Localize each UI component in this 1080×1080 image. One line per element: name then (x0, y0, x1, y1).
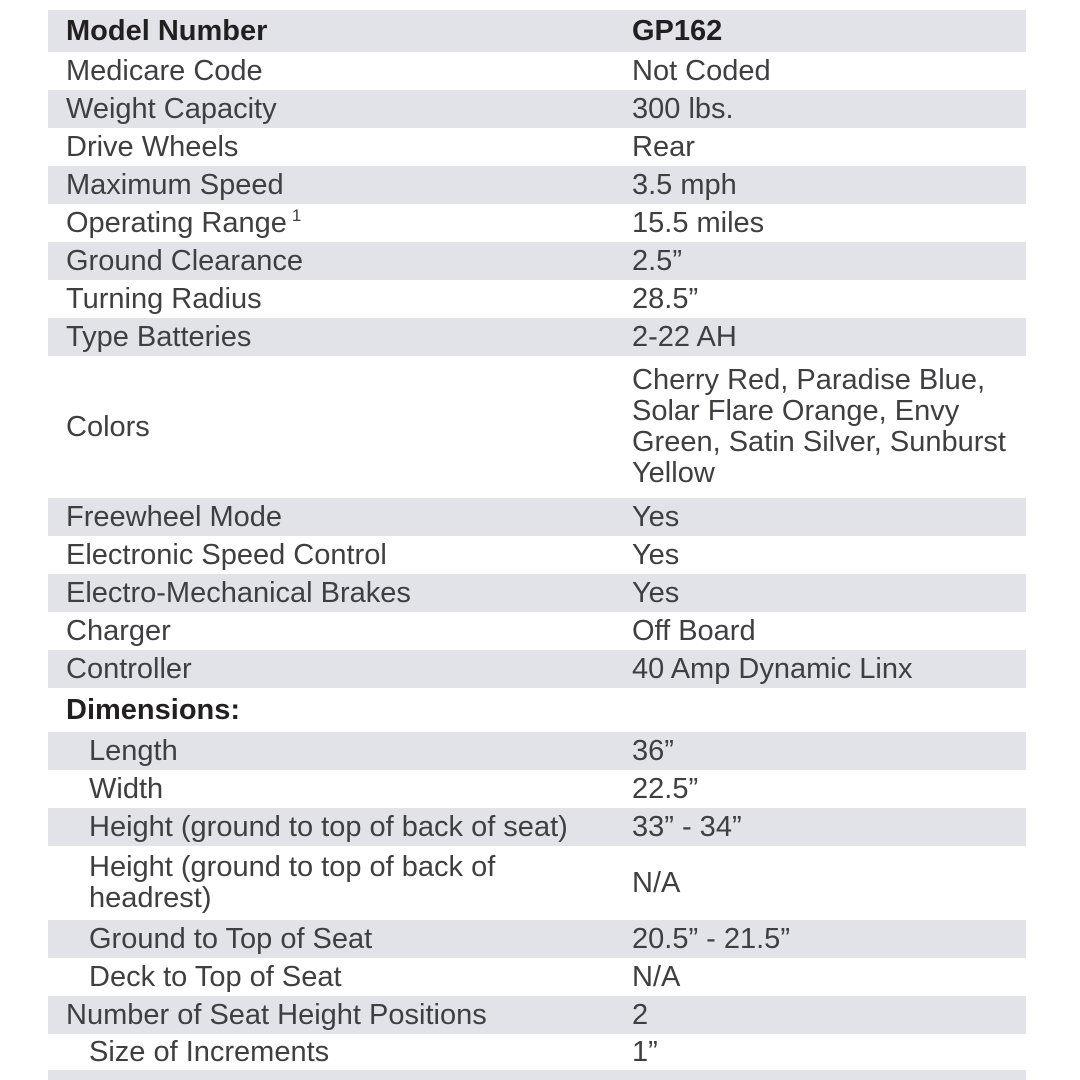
row-value: 36” (632, 734, 674, 767)
row-label: Medicare Code (66, 54, 263, 87)
row-value: Off Board (632, 614, 756, 647)
table-row-electro-mechanical-brakes (48, 574, 1026, 612)
table-row-partial-bottom (48, 1070, 1026, 1080)
table-row-length (48, 732, 1026, 770)
table-row-size-of-increments (48, 1034, 1026, 1070)
row-label: Ground to Top of Seat (89, 922, 373, 955)
table-row-freewheel-mode (48, 498, 1026, 536)
row-value: 300 lbs. (632, 92, 734, 125)
row-value: 2-22 AH (632, 320, 737, 353)
row-value: Rear (632, 130, 695, 163)
table-row-type-batteries (48, 318, 1026, 356)
row-value: 3.5 mph (632, 168, 737, 201)
row-label: Controller (66, 652, 192, 685)
row-value: 15.5 miles (632, 206, 765, 239)
row-value: 2.5” (632, 244, 682, 277)
table-row-model-number (48, 10, 1026, 52)
table-row-operating-range (48, 204, 1026, 242)
row-label: Length (89, 734, 178, 767)
row-label: Deck to Top of Seat (89, 960, 342, 993)
table-row-deck-to-top-of-seat (48, 958, 1026, 996)
row-label: Ground Clearance (66, 244, 303, 277)
table-row-maximum-speed (48, 166, 1026, 204)
row-label (48, 205, 632, 239)
row-label: Charger (66, 614, 171, 647)
row-label-text: Operating Range (66, 206, 287, 239)
row-label: Type Batteries (66, 320, 252, 353)
table-row-weight-capacity (48, 90, 1026, 128)
table-row-ground-clearance (48, 242, 1026, 280)
row-value: 28.5” (632, 282, 699, 315)
row-label: Number of Seat Height Positions (66, 998, 487, 1031)
row-value: Not Coded (632, 54, 771, 87)
row-value: 2 (632, 998, 649, 1031)
row-value: 33” - 34” (632, 810, 742, 843)
row-value: N/A (632, 866, 681, 899)
spec-table (48, 10, 1026, 1080)
table-row-turning-radius (48, 280, 1026, 318)
row-value: Yes (632, 500, 680, 533)
row-label: Colors (66, 410, 150, 443)
row-value: 20.5” - 21.5” (632, 922, 790, 955)
row-label: Electronic Speed Control (66, 538, 387, 571)
table-row-colors (48, 356, 1026, 498)
table-row-controller (48, 650, 1026, 688)
table-row-seat-height-positions (48, 996, 1026, 1034)
table-row-drive-wheels (48, 128, 1026, 166)
row-value: N/A (632, 960, 681, 993)
row-label: Freewheel Mode (66, 500, 282, 533)
table-row-height-seat (48, 808, 1026, 846)
row-value: Cherry Red, Paradise Blue, Solar Flare Orange, Envy Green, Satin Silver, Sunburst Yellow (632, 364, 1006, 489)
row-label: Drive Wheels (66, 130, 239, 163)
row-label: Weight Capacity (66, 92, 277, 125)
table-row-charger (48, 612, 1026, 650)
row-label: Height (ground to top of back of seat) (89, 810, 568, 843)
row-label: Turning Radius (66, 282, 262, 315)
row-label: Size of Increments (89, 1035, 330, 1068)
table-section-dimensions (48, 688, 1026, 732)
footnote-marker: 1 (291, 205, 302, 225)
row-value: Yes (632, 576, 680, 609)
row-value: GP162 (632, 14, 723, 47)
row-label: Electro-Mechanical Brakes (66, 576, 411, 609)
table-row-width (48, 770, 1026, 808)
row-label: Model Number (66, 14, 268, 47)
table-row-medicare-code (48, 52, 1026, 90)
table-row-ground-to-top-of-seat (48, 920, 1026, 958)
row-value: 22.5” (632, 772, 699, 805)
row-label: Width (89, 772, 164, 805)
table-row-electronic-speed-control (48, 536, 1026, 574)
row-label: Maximum Speed (66, 168, 284, 201)
row-value: 40 Amp Dynamic Linx (632, 652, 913, 685)
row-value: Yes (632, 538, 680, 571)
row-value: 1” (632, 1035, 658, 1068)
section-title: Dimensions: (66, 693, 241, 726)
row-label: Height (ground to top of back of headrest) (89, 851, 496, 914)
table-row-height-headrest (48, 846, 1026, 920)
